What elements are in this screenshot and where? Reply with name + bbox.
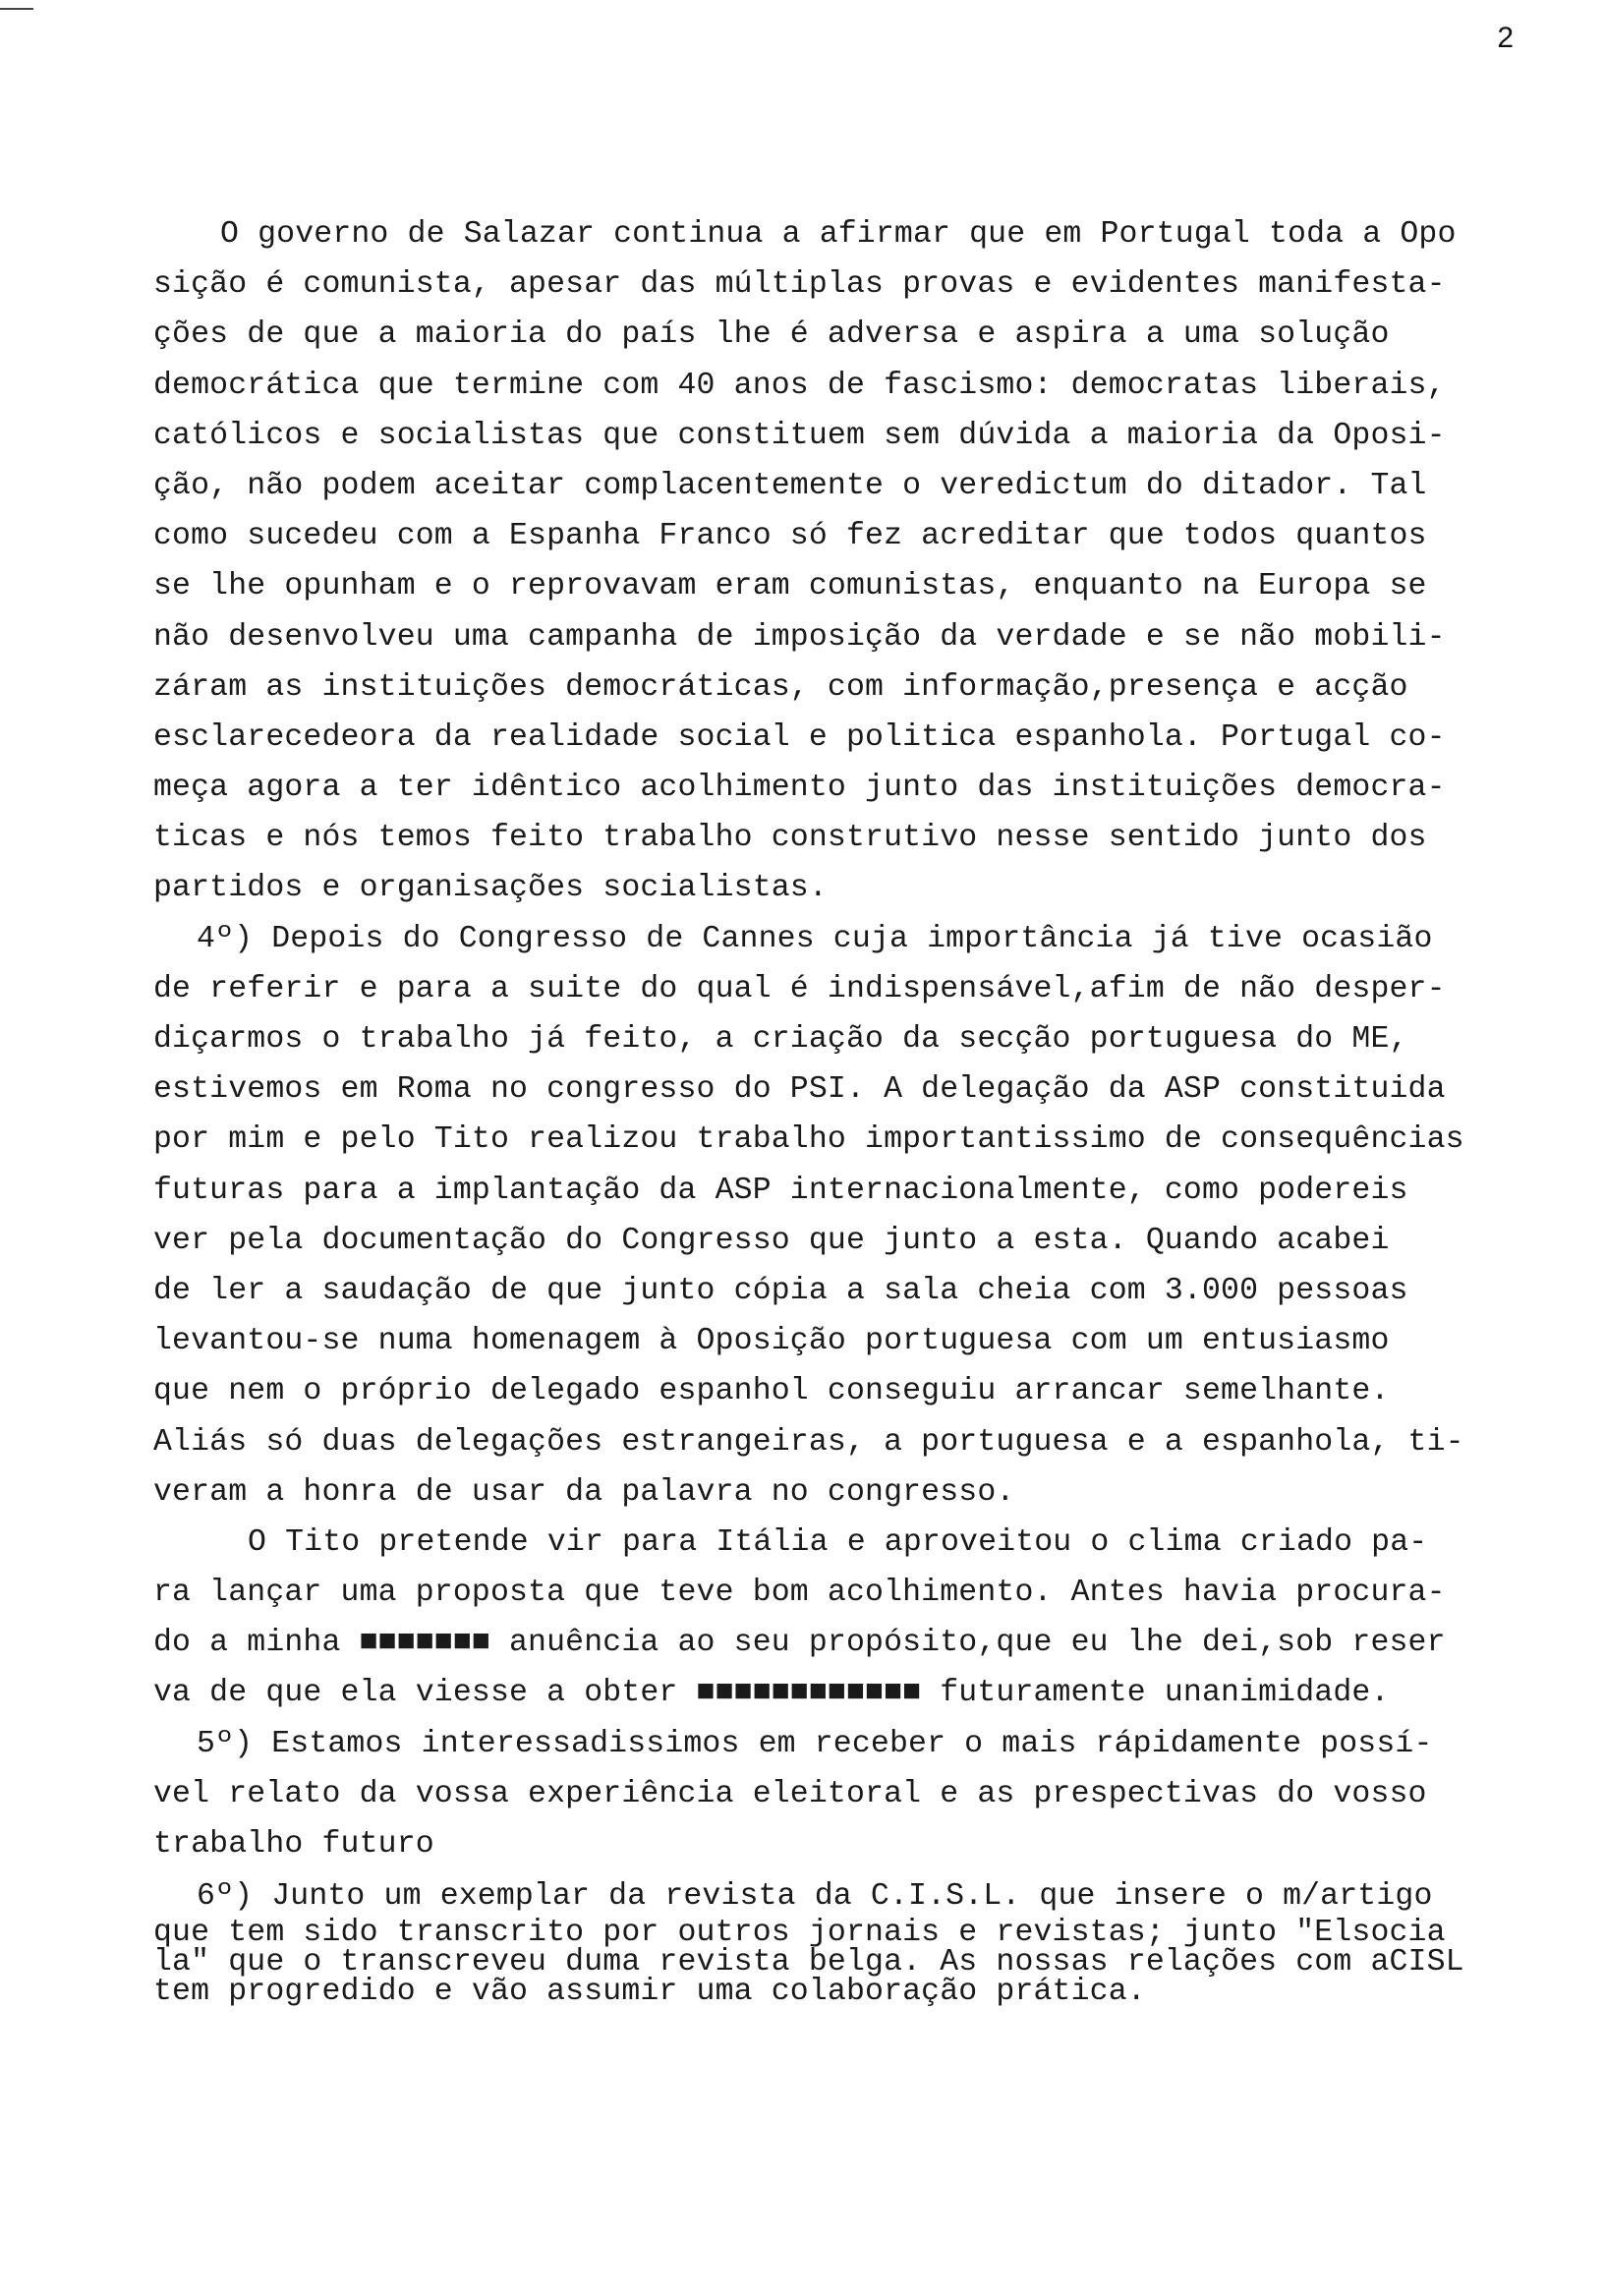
text-line: la" que o transcreveu duma revista belga. As nossas relações com aCISL — [153, 1945, 1464, 1980]
body-lines — [153, 209, 1549, 1869]
text-line: diçarmos o trabalho já feito, a criação da secção portuguesa do ME, — [153, 1022, 1408, 1057]
text-line: como sucedeu com a Espanha Franco só fez acreditar que todos quantos — [153, 519, 1427, 554]
paragraph-6 — [153, 1875, 1549, 2010]
text-line: levantou-se numa homenagem à Oposição portuguesa com um entusiasmo — [153, 1324, 1390, 1359]
text-line: Aliás só duas delegações estrangeiras, a portuguesa e a espanhola, ti- — [153, 1424, 1464, 1460]
text-line: se lhe opunham e o reprovavam eram comunistas, enquanto na Europa se — [153, 569, 1427, 604]
text-line: de ler a saudação de que junto cópia a sala cheia com 3.000 pessoas — [153, 1273, 1408, 1308]
text-line: que nem o próprio delegado espanhol conseguiu arrancar semelhante. — [153, 1374, 1390, 1409]
text-line: O governo de Salazar continua a afirmar que em Portugal toda a Opo — [220, 217, 1457, 252]
scan-edge-mark — [0, 8, 33, 10]
text-line: partidos e organisações socialistas. — [153, 871, 828, 906]
text-line: ção, não podem aceitar complacentemente o veredictum do ditador. Tal — [153, 468, 1427, 503]
text-line: católicos e socialistas que constituem sem dúvida a maioria da Oposi- — [153, 418, 1446, 453]
text-line: O Tito pretende vir para Itália e aproveitou o clima criado pa- — [248, 1524, 1428, 1560]
text-line: 5º) Estamos interessadissimos em receber o mais rápidamente possí- — [197, 1726, 1433, 1761]
text-line: que tem sido transcrito por outros jornais e revistas; junto "Elsocia — [153, 1916, 1446, 1951]
text-line: ra lançar uma proposta que teve bom acolhimento. Antes havia procura- — [153, 1576, 1446, 1611]
text-line: esclarecedeora da realidade social e politica espanhola. Portugal co- — [153, 719, 1446, 755]
text-line: sição é comunista, apesar das múltiplas provas e evidentes manifesta- — [153, 267, 1446, 303]
text-line: meça agora a ter idêntico acolhimento junto das instituições democra- — [153, 771, 1446, 806]
text-line: 4º) Depois do Congresso de Cannes cuja importância já tive ocasião — [197, 921, 1433, 956]
text-line: trabalho futuro — [153, 1827, 434, 1862]
text-line: de referir e para a suite do qual é indispensável,afim de não desper- — [153, 971, 1446, 1006]
text-line: 6º) Junto um exemplar da revista da C.I.S.L. que insere o m/artigo — [197, 1879, 1433, 1915]
text-line: tem progredido e vão assumir uma colaboração prática. — [153, 1975, 1146, 2010]
text-line: estivemos em Roma no congresso do PSI. A delegação da ASP constituida — [153, 1072, 1446, 1108]
text-line: veram a honra de usar da palavra no congresso. — [153, 1474, 1015, 1510]
text-line: ções de que a maioria do país lhe é adversa e aspira a uma solução — [153, 317, 1390, 353]
text-line: záram as instituições democráticas, com informação,presença e acção — [153, 669, 1408, 705]
text-line: vel relato da vossa experiência eleitoral e as prespectivas do vosso — [153, 1776, 1427, 1811]
text-line: democrática que termine com 40 anos de fascismo: democratas liberais, — [153, 368, 1446, 403]
text-line: ver pela documentação do Congresso que junto a esta. Quando acabei — [153, 1223, 1390, 1258]
text-line: futuras para a implantação da ASP internacionalmente, como podereis — [153, 1173, 1408, 1208]
text-line: por mim e pelo Tito realizou trabalho importantissimo de consequências — [153, 1122, 1464, 1158]
letter-body — [153, 209, 1549, 2010]
text-line: do a minha ■■■■■■■ anuência ao seu propósito,que eu lhe dei,sob reser — [153, 1626, 1446, 1661]
text-line: ticas e nós temos feito trabalho construtivo nesse sentido junto dos — [153, 821, 1427, 856]
text-line: va de que ela viesse a obter ■■■■■■■■■■■■ futuramente unanimidade. — [153, 1676, 1390, 1711]
page-number: 2 — [1497, 22, 1514, 54]
text-line: não desenvolveu uma campanha de imposição da verdade e se não mobili- — [153, 619, 1446, 655]
